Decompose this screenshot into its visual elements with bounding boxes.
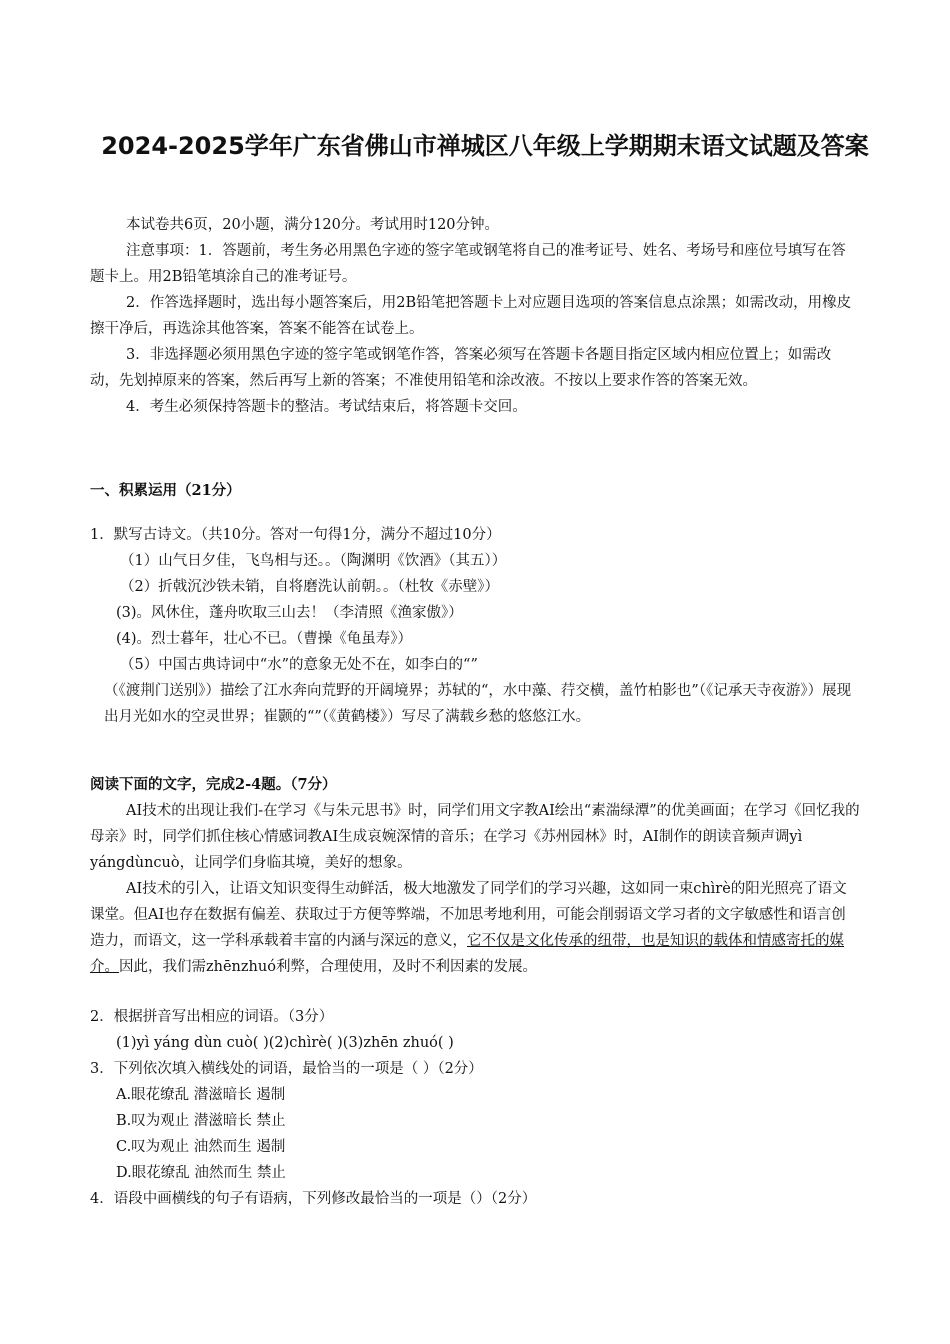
note-3: 3．非选择题必须用黑色字迹的签字笔或钢笔作答，答案必须写在答题卡各题目指定区域内相应位置上；如需改动，先划掉原来的答案，然后再写上新的答案；不准使用铅笔和涂改液。不按以上要求作答的答案无效。: [90, 347, 832, 389]
reading-para-1: AI技术的出现让我们-在学习《与朱元思书》时，同学们用文字教AI绘出“素湍绿潭”的优美画面；在学习《回忆我的母亲》时，同学们抓住核心情感词教AI生成哀婉深情的音乐；在学习《苏州园林》时，AI制作的朗读音频声调yì yángdùncuò，让同学们身临其境，美好的想象。: [90, 803, 860, 871]
reading-para-2-end: 因此，我们需zhēnzhuó利弊，合理使用，及时不利因素的发展。: [119, 959, 537, 975]
q1-item-1: （1）山气日夕佳，飞鸟相与还。。（陶渊明《饮酒》（其五））: [120, 553, 507, 569]
q1-item-5-continued: （《渡荆门送别》）描绘了江水奔向荒野的开阔境界；苏轼的“，水中藻、荇交横，盖竹柏影也”（《记承天寺夜游》）展现出月光如水的空灵世界；崔颢的“”（《黄鹤楼》）写尽了满载乡愁的悠悠江水。: [104, 683, 852, 725]
underlined-sentence: 它不仅是文化传承的纽带，也是知识的载体和情感寄托的媒介。: [90, 933, 844, 975]
q3-stem: 3．下列依次填入横线处的词语，最恰当的一项是（ ）（2分）: [90, 1061, 483, 1077]
q3-option-d: D.眼花缭乱 油然而生 禁止: [116, 1165, 286, 1181]
q1-item-2: （2）折戟沉沙铁未销，自将磨洗认前朝。。（杜牧《赤壁》）: [120, 579, 499, 595]
section-heading-1: 一、积累运用（21分）: [90, 482, 241, 499]
q3-option-a: A.眼花缭乱 潜滋暗长 遏制: [116, 1087, 286, 1103]
document-title: 2024-2025学年广东省佛山市禅城区八年级上学期期末语文试题及答案: [101, 132, 869, 160]
question-2: [90, 1004, 860, 1056]
question-3: [90, 1056, 860, 1186]
q1-item-3: (3)。风休住，蓬舟吹取三山去！（李清照《渔家傲》）: [116, 605, 463, 621]
reading-para-2-start: AI技术的引入，让语文知识变得生动鲜活，极大地激发了同学们的学习兴趣，这如同一束chìrè的阳光照亮了语文课堂。但AI也存在数据有偏差、获取过于方便等弊端，不加思考地利用，可能会削弱语文学习者的文字敏感性和语言创造力，而语文，这一学科承载着丰富的内涵与深远的意义，: [90, 881, 847, 949]
reading-heading: 阅读下面的文字，完成2-4题。（7分）: [90, 776, 337, 793]
intro-text: 本试卷共6页，20小题，满分120分。考试用时120分钟。: [126, 217, 500, 233]
q1-stem: 1．默写古诗文。（共10分。答对一句得1分，满分不超过10分）: [90, 527, 501, 543]
q3-option-c: C.叹为观止 油然而生 遏制: [116, 1139, 286, 1155]
question-4: [90, 1186, 860, 1212]
instructions: [90, 212, 860, 420]
q4-stem: 4．语段中画横线的句子有语病，下列修改最恰当的一项是（）（2分）: [90, 1191, 537, 1207]
q1-item-4: (4)。烈士暮年，壮心不已。（曹操《龟虽寿》）: [116, 631, 413, 647]
q3-option-b: B.叹为观止 潜滋暗长 禁止: [116, 1113, 286, 1129]
q2-stem: 2．根据拼音写出相应的词语。（3分）: [90, 1009, 334, 1025]
note-4: 4．考生必须保持答题卡的整洁。考试结束后，将答题卡交回。: [126, 399, 527, 415]
note-2: 2．作答选择题时，选出每小题答案后，用2B铅笔把答题卡上对应题目选项的答案信息点涂黑；如需改动，用橡皮擦干净后，再选涂其他答案，答案不能答在试卷上。: [90, 295, 852, 337]
reading-para-2: [90, 876, 860, 980]
q2-blanks: (1)yì yáng dùn cuò( )(2)chìrè( )(3)zhēn zhuó( ): [116, 1035, 454, 1051]
question-1: [90, 522, 860, 730]
q1-item-5: （5）中国古典诗词中“水”的意象无处不在，如李白的“”: [120, 657, 478, 673]
reading-passage: [90, 772, 860, 980]
note-1: 注意事项：1．答题前，考生务必用黑色字迹的签字笔或钢笔将自己的准考证号、姓名、考场号和座位号填写在答题卡上。用2B铅笔填涂自己的准考证号。: [90, 243, 846, 285]
